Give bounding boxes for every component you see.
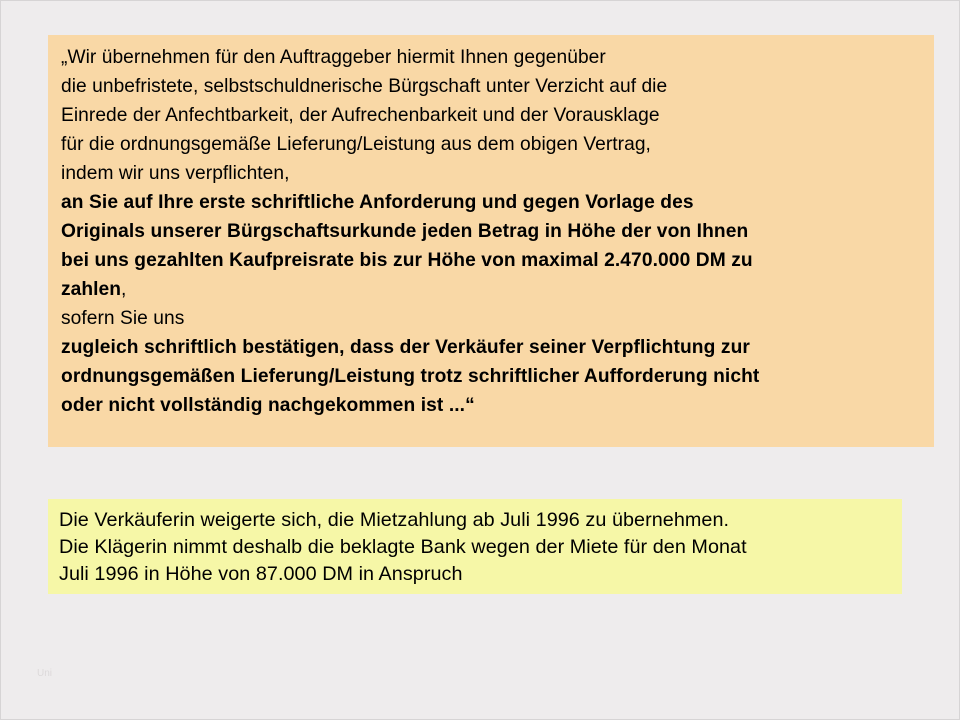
quote-bold-line: zugleich schriftlich bestätigen, dass der Verkäufer seiner Verpflichtung zur [61, 337, 750, 358]
guarantee-quote-box [48, 35, 934, 447]
quote-line: die unbefristete, selbstschuldnerische Bürgschaft unter Verzicht auf die [61, 76, 668, 97]
quote-bold-line: ordnungsgemäßen Lieferung/Leistung trotz schriftlicher Aufforderung nicht [61, 366, 760, 387]
quote-bold-line: an Sie auf Ihre erste schriftliche Anforderung und gegen Vorlage des [61, 192, 694, 213]
note-line: Die Verkäuferin weigerte sich, die Mietzahlung ab Juli 1996 zu übernehmen. [59, 509, 730, 531]
quote-line: sofern Sie uns [61, 308, 185, 329]
quote-bold-line: Originals unserer Bürgschaftsurkunde jeden Betrag in Höhe der von Ihnen [61, 221, 749, 242]
quote-line: indem wir uns verpflichten, [61, 163, 290, 184]
note-line: Die Klägerin nimmt deshalb die beklagte Bank wegen der Miete für den Monat [59, 536, 747, 558]
quote-bold-line: bei uns gezahlten Kaufpreisrate bis zur Höhe von maximal 2.470.000 DM zu [61, 250, 753, 271]
footer-watermark: Uni [37, 668, 53, 679]
quote-comma: , [121, 279, 127, 300]
quote-bold-fragment: zahlen [61, 279, 122, 300]
note-line: Juli 1996 in Höhe von 87.000 DM in Anspruch [59, 563, 463, 585]
quote-bold-line: oder nicht vollständig nachgekommen ist ...“ [61, 395, 475, 416]
quote-line: „Wir übernehmen für den Auftraggeber hiermit Ihnen gegenüber [61, 47, 606, 68]
case-note-box [48, 499, 902, 594]
quote-line: für die ordnungsgemäße Lieferung/Leistung aus dem obigen Vertrag, [61, 134, 651, 155]
quote-line: Einrede der Anfechtbarkeit, der Aufrechenbarkeit und der Vorausklage [61, 105, 660, 126]
quote-mixed-line [61, 275, 924, 304]
